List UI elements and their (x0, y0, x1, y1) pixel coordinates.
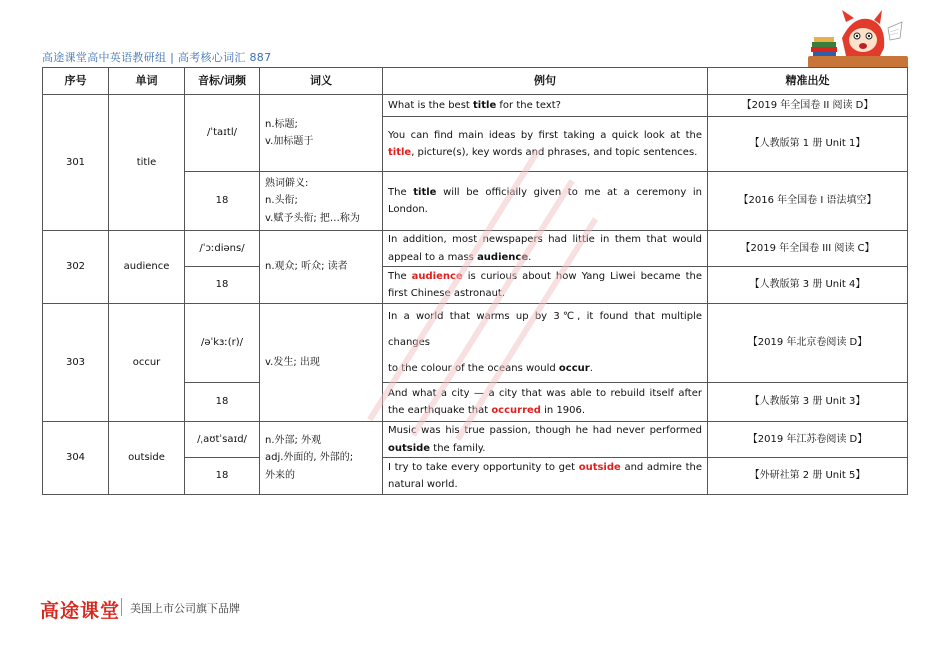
example-source: 【人教版第 3 册 Unit 3】 (708, 383, 908, 422)
word-number: 303 (43, 304, 109, 422)
example-sentence: And what a city — a city that was able to rebuild itself after the earthquake that occurred in 1906. (383, 383, 708, 422)
col-header-example: 例句 (383, 68, 708, 95)
example-sentence: I try to take every opportunity to get outside and admire the natural world. (383, 458, 708, 495)
table-row (43, 231, 908, 267)
word-meaning: n.外部; 外观 adj.外面的, 外部的; 外来的 (260, 422, 383, 495)
example-sentence: What is the best title for the text? (383, 95, 708, 117)
vocab-table (42, 67, 908, 495)
word-frequency: 18 (185, 383, 260, 422)
example-source: 【2019 年江苏卷阅读 D】 (708, 422, 908, 458)
example-sentence: In addition, most newspapers had little in them that would appeal to a mass audience. (383, 231, 708, 267)
example-source: 【人教版第 1 册 Unit 1】 (708, 117, 908, 172)
word-number: 302 (43, 231, 109, 304)
example-source: 【2019 年全国卷 II 阅读 D】 (708, 95, 908, 117)
example-source: 【2016 年全国卷 I 语法填空】 (708, 172, 908, 231)
example-source: 【2019 年北京卷阅读 D】 (708, 304, 908, 383)
table-row (43, 304, 908, 383)
col-header-source: 精准出处 (708, 68, 908, 95)
example-source: 【2019 年全国卷 III 阅读 C】 (708, 231, 908, 267)
word-number: 304 (43, 422, 109, 495)
example-sentence: Music was his true passion, though he had never performed outside the family. (383, 422, 708, 458)
example-sentence: In a world that warms up by 3℃, it found that multiple changes to the colour of the oceans would occur. (383, 304, 708, 383)
example-source: 【外研社第 2 册 Unit 5】 (708, 458, 908, 495)
example-source: 【人教版第 3 册 Unit 4】 (708, 267, 908, 304)
example-sentence: The audience is curious about how Yang Liwei became the first Chinese astronaut. (383, 267, 708, 304)
word-meaning: v.发生; 出现 (260, 304, 383, 422)
word-text: audience (109, 231, 185, 304)
word-phonetic: /əˈkɜː(r)/ (185, 304, 260, 383)
table-row (43, 95, 908, 117)
col-header-number: 序号 (43, 68, 109, 95)
footer-slogan: 美国上市公司旗下品牌 (130, 602, 240, 615)
example-sentence: You can find main ideas by first taking a quick look at the title, picture(s), key words and phrases, and topic sentences. (383, 117, 708, 172)
table-header-row (43, 68, 908, 95)
mascot-illustration (806, 8, 910, 70)
word-frequency: 18 (185, 172, 260, 231)
col-header-meaning: 词义 (260, 68, 383, 95)
col-header-phonetic: 音标/词频 (185, 68, 260, 95)
word-meaning-rare: 熟词僻义: n.头衔; v.赋予头衔; 把…称为 (260, 172, 383, 231)
word-frequency: 18 (185, 267, 260, 304)
word-phonetic: /ˌaʊtˈsaɪd/ (185, 422, 260, 458)
word-frequency: 18 (185, 458, 260, 495)
footer-divider (121, 598, 122, 616)
table-row (43, 422, 908, 458)
page-header-title: 高途课堂高中英语教研组 | 高考核心词汇 887 (42, 51, 272, 64)
example-sentence: The title will be officially given to me at a ceremony in London. (383, 172, 708, 231)
word-text: outside (109, 422, 185, 495)
word-meaning: n.观众; 听众; 读者 (260, 231, 383, 304)
word-phonetic: /ˈɔːdiəns/ (185, 231, 260, 267)
word-meaning: n.标题; v.加标题于 (260, 95, 383, 172)
word-number: 301 (43, 95, 109, 231)
word-text: occur (109, 304, 185, 422)
word-text: title (109, 95, 185, 231)
footer-brand-logo: 高途课堂 (40, 600, 121, 622)
col-header-word: 单词 (109, 68, 185, 95)
word-phonetic: /ˈtaɪtl/ (185, 95, 260, 172)
